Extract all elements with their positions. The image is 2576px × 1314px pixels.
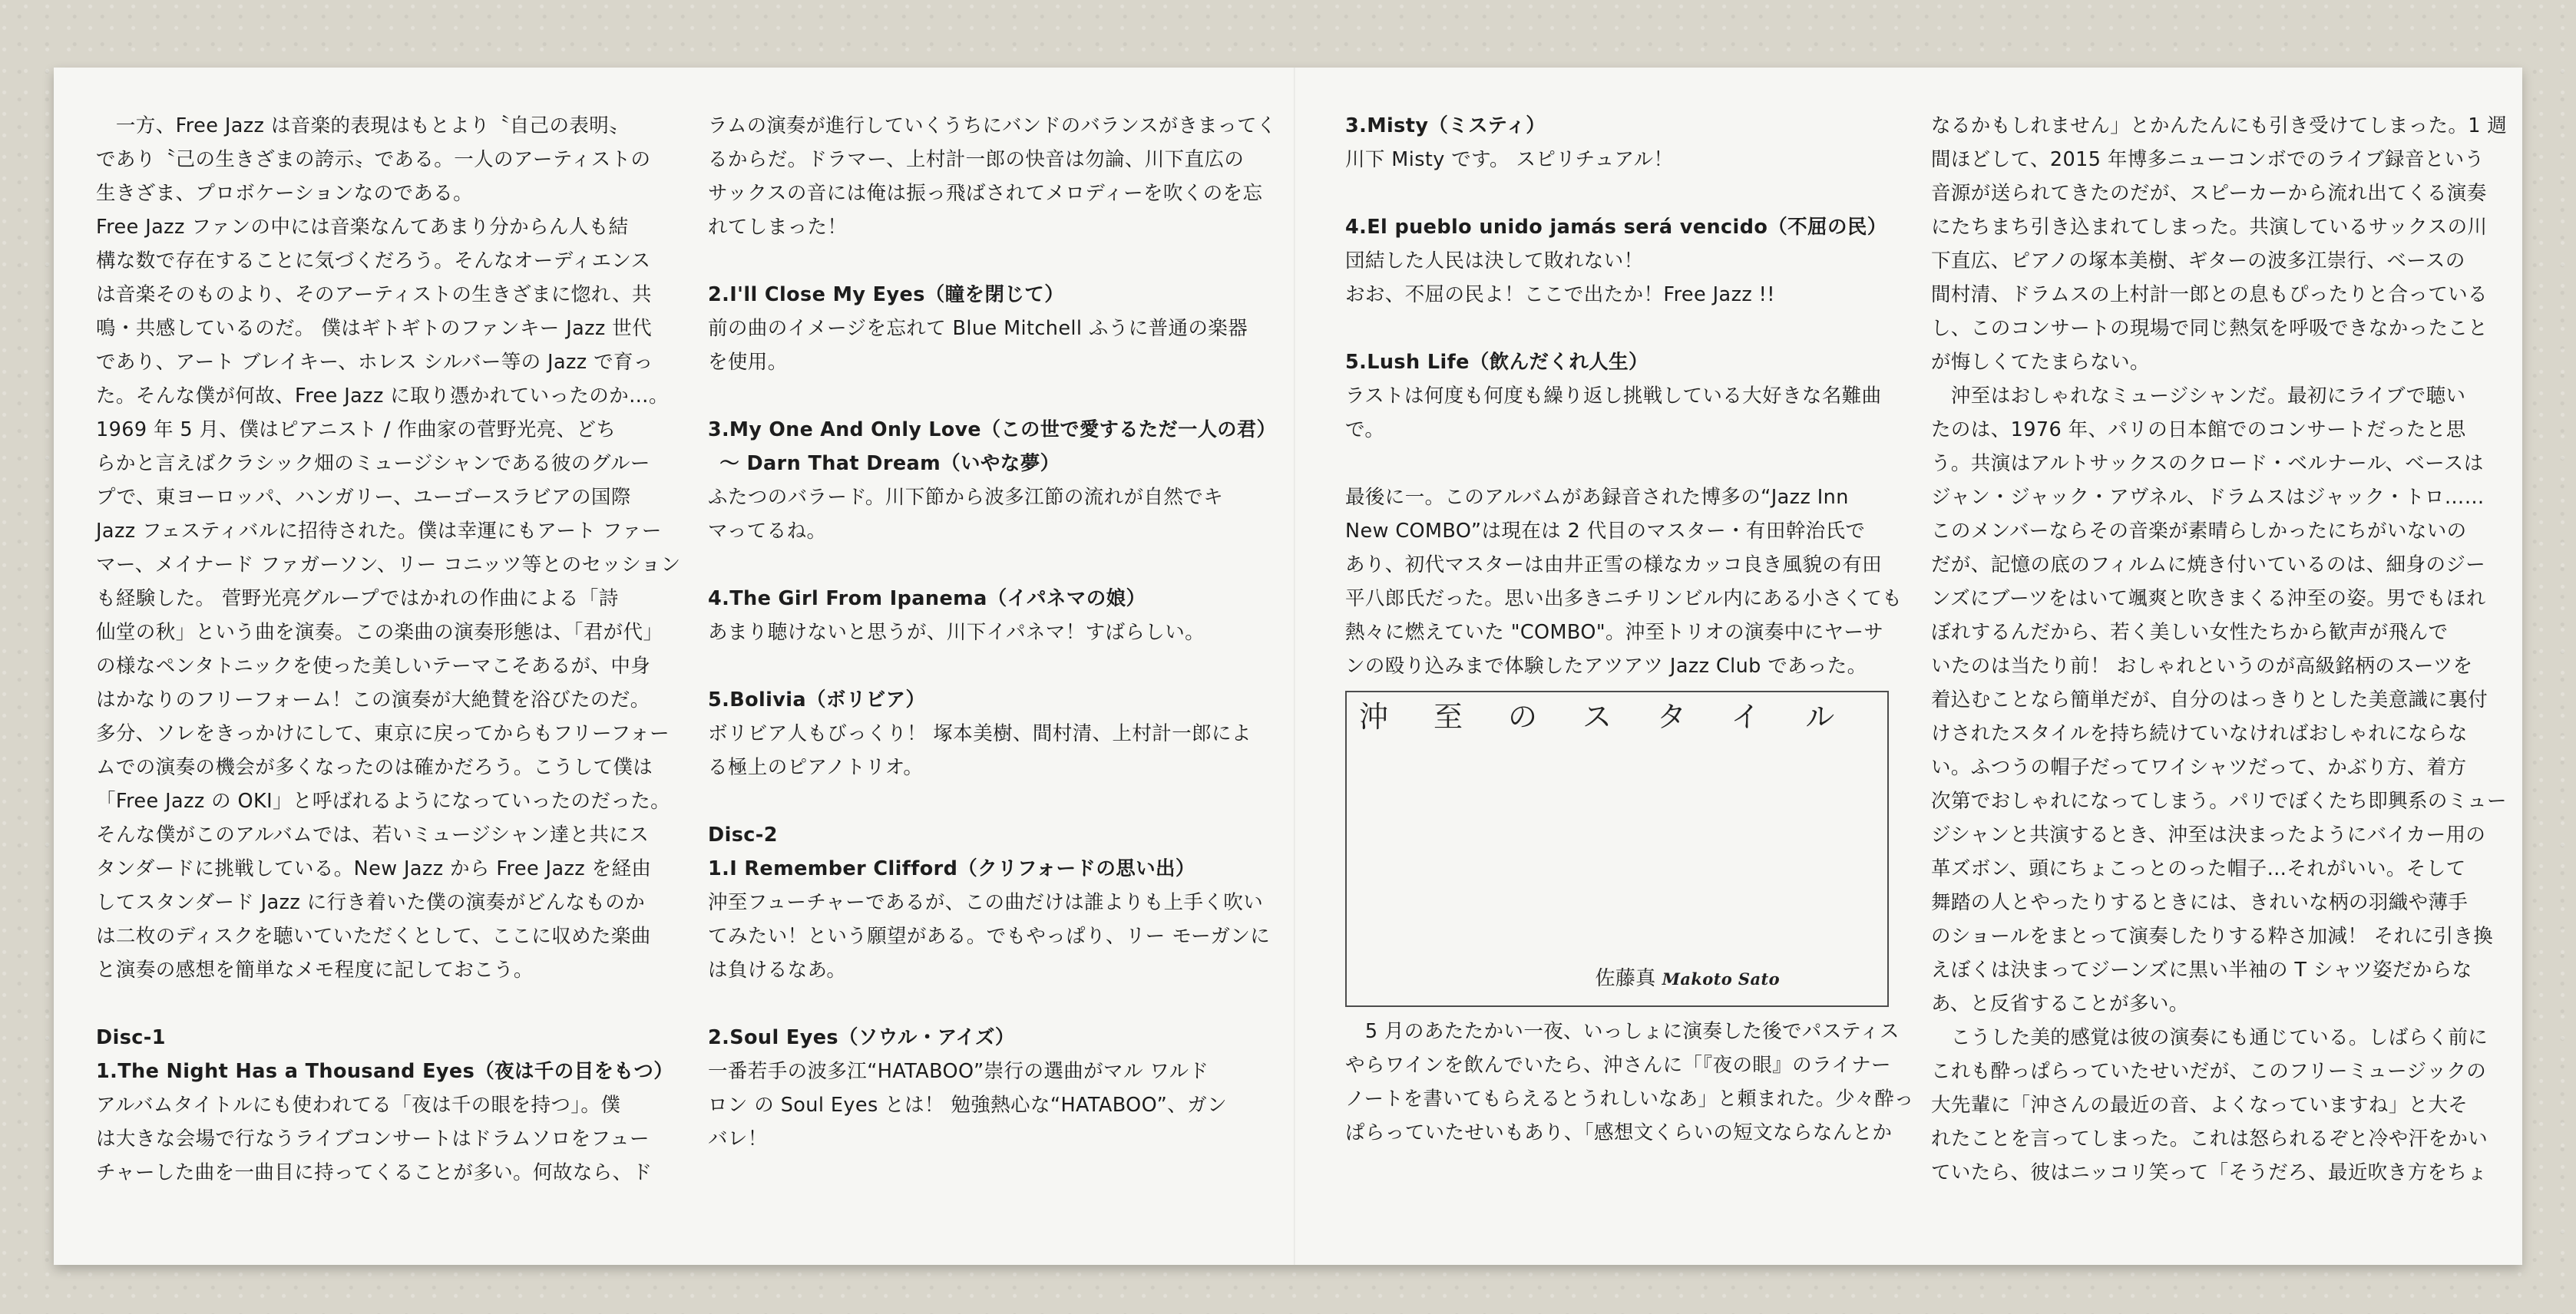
- text-line: 多分、ソレをきっかけにして、東京に戻ってからもフリーフォー: [96, 722, 670, 745]
- track-title: 2.Soul Eyes（ソウル・アイズ）: [708, 1026, 1015, 1049]
- text-line: けされたスタイルを持ち続けていなければおしゃれにならな: [1931, 722, 2468, 745]
- text-line: ラストは何度も何度も繰り返し挑戦している大好きな名難曲: [1345, 385, 1882, 408]
- text-line: 下直広、ピアノの塚本美樹、ギターの波多江崇行、ベースの: [1931, 249, 2465, 272]
- text-line: ノートを書いてもらえるとうれしいなあ」と頼まれた。少々酔っ: [1345, 1088, 1914, 1111]
- column-4: [1931, 109, 2507, 1190]
- text-line: 鳴・共感しているのだ。 僕はギトギトのファンキー Jazz 世代: [96, 317, 653, 340]
- text-line: 間ほどして、2015 年博多ニューコンボでのライブ録音という: [1931, 148, 2485, 171]
- text-line: チャーした曲を一曲目に持ってくることが多い。何故なら、ド: [96, 1161, 653, 1184]
- track-title: 3.Misty（ミスティ）: [1345, 114, 1546, 137]
- text-line: タンダードに挑戦している。New Jazz から Free Jazz を経由: [96, 857, 652, 880]
- track-title: 5.Bolivia（ボリビア）: [708, 688, 926, 711]
- text-line: こうした美的感覚は彼の演奏にも通じている。しばらく前に: [1931, 1026, 2488, 1049]
- text-line: 団結した人民は決して敗れない！: [1345, 249, 1644, 272]
- text-line: 舞踏の人とやったりするときには、きれいな柄の羽織や薄手: [1931, 891, 2469, 914]
- text-line: ンズにブーツをはいて颯爽と吹きまくる沖至の姿。男でもほれ: [1931, 587, 2486, 610]
- text-line: あり、初代マスターは由井正雪の様なカッコ良き風貌の有田: [1345, 553, 1883, 576]
- text-line: 革ズボン、頭にちょこっとのった帽子…それがいい。そして: [1931, 857, 2466, 880]
- style-box-title: 沖至のスタイル: [1359, 700, 1880, 734]
- text-line: らかと言えばクラシック畑のミュージシャンである彼のグルー: [96, 452, 650, 475]
- text-line: た。そんな僕が何故、Free Jazz に取り憑かれていったのか…。: [96, 385, 669, 408]
- text-line: のショールをまとって演奏したりする粋さ加減！ それに引き換: [1931, 925, 2494, 948]
- liner-notes-sheet: [54, 68, 2522, 1265]
- text-line: で。: [1345, 418, 1385, 441]
- text-line: は大きな会場で行なうライブコンサートはドラムソロをフュー: [96, 1127, 650, 1151]
- text-line: も経験した。 菅野光亮グループではかれの作曲による「詩: [96, 587, 619, 610]
- text-line: ジャン・ジャック・アヴネル、ドラムスはジャック・トロ……: [1931, 486, 2485, 509]
- track-title: 1.The Night Has a Thousand Eyes（夜は千の目をもつ）: [96, 1060, 674, 1083]
- text-line: 「Free Jazz の OKI」と呼ばれるようになっていったのだった。: [96, 790, 671, 813]
- text-line: Jazz フェスティバルに招待された。僕は幸運にもアート ファー: [96, 520, 662, 543]
- text-line: であり、アート ブレイキー、ホレス シルバー等の Jazz で育っ: [96, 351, 653, 374]
- text-line: てみたい！という願望がある。でもやっぱり、リー モーガンに: [708, 925, 1271, 948]
- text-line: なるかもしれません」とかんたんにも引き受けてしまった。1 週: [1931, 114, 2508, 137]
- text-line: 一番若手の波多江“HATABOO”崇行の選曲がマル ワルド: [708, 1060, 1209, 1083]
- text-line: ンの殴り込みまで体験したアツアツ Jazz Club であった。: [1345, 655, 1867, 678]
- disc2-heading: Disc-2: [708, 824, 778, 847]
- text-line: 着込むことなら簡単だが、自分のはっきりとした美意識に裏付: [1931, 688, 2488, 711]
- text-line: 次第でおしゃれになってしまう。パリでぼくたち即興系のミュー: [1931, 790, 2507, 813]
- text-line: 生きざま、プロボケーションなのである。: [96, 182, 474, 205]
- text-line: 一方、Free Jazz は音楽的表現はもとより〝自己の表明〟: [96, 114, 630, 137]
- text-line: だが、記憶の底のフィルムに焼き付いているのは、細身のジー: [1931, 553, 2486, 576]
- text-line: は負けるなあ。: [708, 959, 847, 982]
- text-line: おお、不屈の民よ！ここで出たか！Free Jazz !!: [1345, 283, 1775, 306]
- track-title: 1.I Remember Clifford（クリフォードの思い出）: [708, 857, 1195, 880]
- text-line: アルバムタイトルにも使われてる「夜は千の眼を持つ」。僕: [96, 1094, 621, 1117]
- author-signature: [1595, 962, 1780, 996]
- text-line: ラムの演奏が進行していくうちにバンドのバランスがきまってく: [708, 114, 1277, 137]
- text-line: 大先輩に「沖さんの最近の音、よくなっていますね」と大そ: [1931, 1094, 2469, 1117]
- text-line: はかなりのフリーフォーム！この演奏が大絶賛を浴びたのだ。: [96, 688, 650, 711]
- text-line: い。ふつうの帽子だってワイシャツだって、かぶり方、着方: [1931, 756, 2467, 779]
- text-line: 5 月のあたたかい一夜、いっしょに演奏した後でパスティス: [1345, 1020, 1900, 1043]
- text-line: マー、メイナード ファガーソン、リー コニッツ等とのセッション: [96, 553, 681, 576]
- author-name-jp: 佐藤真: [1595, 967, 1656, 990]
- text-line: にたちまち引き込まれてしまった。共演しているサックスの川: [1931, 216, 2488, 239]
- text-line: やらワインを飲んでいたら、沖さんに「『夜の眼』のライナー: [1345, 1054, 1891, 1077]
- text-line: このメンバーならその音楽が素晴らしかったにちがいないの: [1931, 520, 2467, 543]
- track-title: 4.El pueblo unido jamás será vencido（不屈の民）: [1345, 216, 1887, 239]
- text-line: あまり聴けないと思うが、川下イパネマ！すばらしい。: [708, 621, 1205, 644]
- text-line: そんな僕がこのアルバムでは、若いミュージシャン達と共にス: [96, 824, 650, 847]
- text-line: マってるね。: [708, 520, 827, 543]
- track-title: 2.I'll Close My Eyes（瞳を閉じて）: [708, 283, 1065, 306]
- text-line: ボリビア人もびっくり！ 塚本美樹、間村清、上村計一郎によ: [708, 722, 1252, 745]
- column-1: [96, 109, 733, 1190]
- text-line: し、このコンサートの現場で同じ熱気を呼吸できなかったこと: [1931, 317, 2488, 340]
- text-line: バレ！: [708, 1127, 768, 1151]
- intro-text: [96, 109, 733, 987]
- track-title: 4.The Girl From Ipanema（イパネマの娘）: [708, 587, 1146, 610]
- text-line: と演奏の感想を簡単なメモ程度に記しておこう。: [96, 959, 534, 982]
- text-line: う。共演はアルトサックスのクロード・ベルナール、ベースは: [1931, 452, 2484, 475]
- text-line: 仙堂の秋」という曲を演奏。この楽曲の演奏形態は、「君が代」: [96, 621, 663, 644]
- text-line: れたことを言ってしまった。これは怒られるぞと冷や汗をかい: [1931, 1127, 2488, 1151]
- text-line: ていたら、彼はニッコリ笑って「そうだろ、最近吹き方をちょ: [1931, 1161, 2488, 1184]
- text-line: たのは、1976 年、パリの日本館でのコンサートだったと思: [1931, 418, 2466, 441]
- text-line: 川下 Misty です。 スピリチュアル！: [1345, 148, 1674, 171]
- text-line: 音源が送られてきたのだが、スピーカーから流れ出てくる演奏: [1931, 182, 2487, 205]
- disc1-heading: Disc-1: [96, 1026, 166, 1049]
- column-2: [708, 109, 1276, 1156]
- text-line: いたのは当たり前！ おしゃれというのが高級銘柄のスーツを: [1931, 655, 2473, 678]
- text-line: サックスの音には俺は振っ飛ばされてメロディーを吹くのを忘: [708, 182, 1263, 205]
- text-line: Free Jazz ファンの中には音楽なんてあまり分からん人も結: [96, 216, 629, 239]
- text-line: は二枚のディスクを聴いていただくとして、ここに収めた楽曲: [96, 925, 651, 948]
- text-line: 最後に一。このアルバムがあ録音された博多の“Jazz Inn: [1345, 486, 1849, 509]
- text-line: 構な数で存在することに気づくだろう。そんなオーディエンス: [96, 249, 651, 272]
- text-line: であり〝己の生きざまの誇示〟である。一人のアーティストの: [96, 148, 651, 171]
- text-line: New COMBO”は現在は 2 代目のマスター・有田幹治氏で: [1345, 520, 1866, 543]
- text-line: ふたつのバラード。川下節から波多江節の流れが自然でキ: [708, 486, 1224, 509]
- author-name-romaji: Makoto Sato: [1662, 969, 1780, 989]
- text-line: 1969 年 5 月、僕はピアニスト / 作曲家の菅野光亮、どち: [96, 418, 617, 441]
- text-line: してスタンダード Jazz に行き着いた僕の演奏がどんなものか: [96, 891, 646, 914]
- text-line: これも酔っぱらっていたせいだが、このフリーミュージックの: [1931, 1060, 2487, 1083]
- text-line: あ、と反省することが多い。: [1931, 992, 2189, 1015]
- text-line: 平八郎氏だった。思い出多きニチリンビル内にある小さくても: [1345, 587, 1903, 610]
- text-line: えぼくは決まってジーンズに黒い半袖の T シャツ姿だからな: [1931, 959, 2472, 982]
- text-line: ムでの演奏の機会が多くなったのは確かだろう。こうして僕は: [96, 756, 653, 779]
- text-line: ジシャンと共演するとき、沖至は決まったようにバイカー用の: [1931, 824, 2486, 847]
- text-line: が悔しくてたまらない。: [1931, 351, 2150, 374]
- text-line: るからだ。ドラマー、上村計一郎の快音は勿論、川下直広の: [708, 148, 1245, 171]
- text-line: は音楽そのものより、そのアーティストの生きざまに惚れ、共: [96, 283, 652, 306]
- text-line: プで、東ヨーロッパ、ハンガリー、ユーゴースラビアの国際: [96, 486, 631, 509]
- text-line: の様なペンタトニックを使った美しいテーマこそあるが、中身: [96, 655, 651, 678]
- text-line: 前の曲のイメージを忘れて Blue Mitchell ふうに普通の楽器: [708, 317, 1248, 340]
- text-line: れてしまった！: [708, 216, 848, 239]
- column-3: [1345, 109, 1913, 1150]
- track-subtitle: 〜 Darn That Dream（いやな夢）: [719, 452, 1060, 475]
- text-line: ぱらっていたせいもあり、「感想文くらいの短文ならなんとか: [1345, 1121, 1893, 1144]
- text-line: る極上のピアノトリオ。: [708, 756, 924, 779]
- text-line: を使用。: [708, 351, 788, 374]
- text-line: 間村清、ドラムスの上村計一郎との息もぴったりと合っている: [1931, 283, 2488, 306]
- page-fold: [1294, 68, 1295, 1265]
- track-title: 5.Lush Life（飲んだくれ人生）: [1345, 351, 1648, 374]
- style-title-box: [1345, 691, 1889, 1007]
- text-line: 熱々に燃えていた "COMBO"。沖至トリオの演奏中にヤーサ: [1345, 621, 1884, 644]
- text-line: ロン の Soul Eyes とは！ 勉強熱心な“HATABOO”、ガン: [708, 1094, 1227, 1117]
- text-line: 沖至はおしゃれなミュージシャンだ。最初にライブで聴い: [1931, 385, 2466, 408]
- text-line: ぼれするんだから、若く美しい女性たちから歓声が飛んで: [1931, 621, 2449, 644]
- track-title: 3.My One And Only Love（この世で愛するただ一人の君）: [708, 418, 1277, 441]
- text-line: 沖至フューチャーであるが、この曲だけは誰よりも上手く吹い: [708, 891, 1264, 914]
